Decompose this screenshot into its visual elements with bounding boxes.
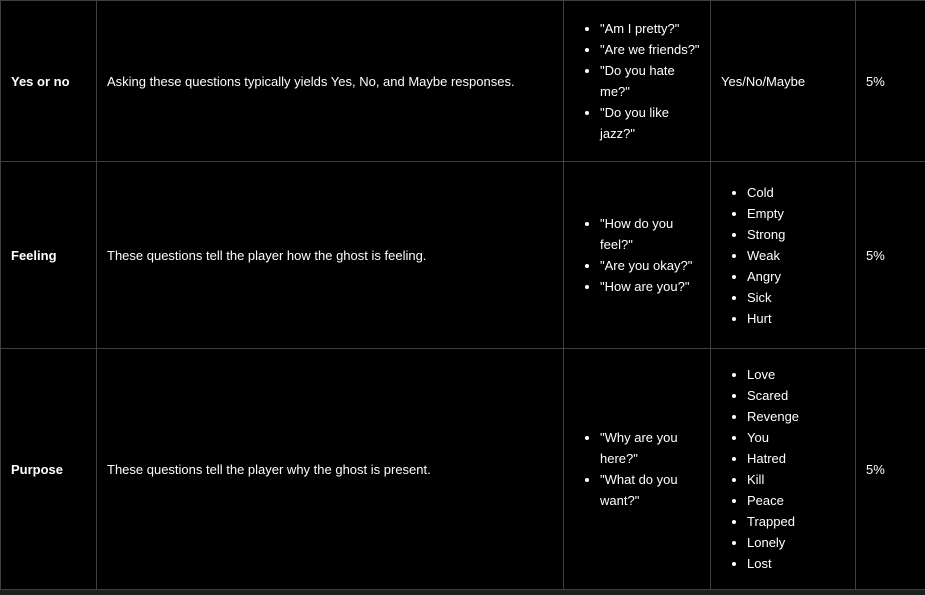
response-item: • Hatred — [747, 448, 845, 469]
response-item: • Lost — [747, 553, 845, 574]
questions-cell — [564, 162, 711, 349]
question-item: • "Are you okay?" — [600, 255, 700, 276]
responses-list — [721, 182, 845, 329]
response-item: • Lonely — [747, 532, 845, 553]
question-item: • "Do you like jazz?" — [600, 102, 700, 144]
response-item: • Trapped — [747, 511, 845, 532]
response-item: • Revenge — [747, 406, 845, 427]
description-text: Asking these questions typically yields Yes, No, and Maybe responses. — [107, 73, 515, 89]
category-label: Feeling — [11, 247, 57, 263]
response-item: • Scared — [747, 385, 845, 406]
chance-value: 5% — [866, 247, 885, 263]
response-item: • Kill — [747, 469, 845, 490]
question-item: • "How do you feel?" — [600, 213, 700, 255]
questions-list — [574, 213, 700, 297]
response-item: • Empty — [747, 203, 845, 224]
table-row-purpose — [1, 349, 925, 590]
category-cell — [1, 162, 97, 349]
questions-list — [574, 427, 700, 511]
chance-cell — [856, 349, 925, 590]
category-cell — [1, 1, 97, 162]
response-item: • Cold — [747, 182, 845, 203]
response-item: • Strong — [747, 224, 845, 245]
category-label: Yes or no — [11, 73, 70, 89]
question-item: • "Why are you here?" — [600, 427, 700, 469]
chance-cell — [856, 1, 925, 162]
chance-value: 5% — [866, 73, 885, 89]
response-item: • Sick — [747, 287, 845, 308]
description-cell — [97, 1, 564, 162]
response-item: • Love — [747, 364, 845, 385]
question-item: • "Do you hate me?" — [600, 60, 700, 102]
questions-cell — [564, 349, 711, 590]
description-text: These questions tell the player how the ghost is feeling. — [107, 247, 427, 263]
category-cell — [1, 349, 97, 590]
responses-list — [721, 364, 845, 574]
response-item: • Weak — [747, 245, 845, 266]
description-cell — [97, 349, 564, 590]
table-row-feeling — [1, 162, 925, 349]
response-item: • You — [747, 427, 845, 448]
question-item: • "How are you?" — [600, 276, 700, 297]
description-text: These questions tell the player why the ghost is present. — [107, 461, 431, 477]
responses-text: Yes/No/Maybe — [721, 73, 806, 89]
questions-list — [574, 18, 700, 144]
response-item: • Hurt — [747, 308, 845, 329]
responses-cell — [711, 349, 856, 590]
chance-value: 5% — [866, 461, 885, 477]
responses-cell — [711, 162, 856, 349]
table-row-yes-or-no — [1, 1, 925, 162]
questions-cell — [564, 1, 711, 162]
description-cell — [97, 162, 564, 349]
question-item: • "What do you want?" — [600, 469, 700, 511]
response-item: • Angry — [747, 266, 845, 287]
question-item: • "Am I pretty?" — [600, 18, 700, 39]
question-item: • "Are we friends?" — [600, 39, 700, 60]
chance-cell — [856, 162, 925, 349]
category-label: Purpose — [11, 461, 64, 477]
response-item: • Peace — [747, 490, 845, 511]
responses-cell — [711, 1, 856, 162]
